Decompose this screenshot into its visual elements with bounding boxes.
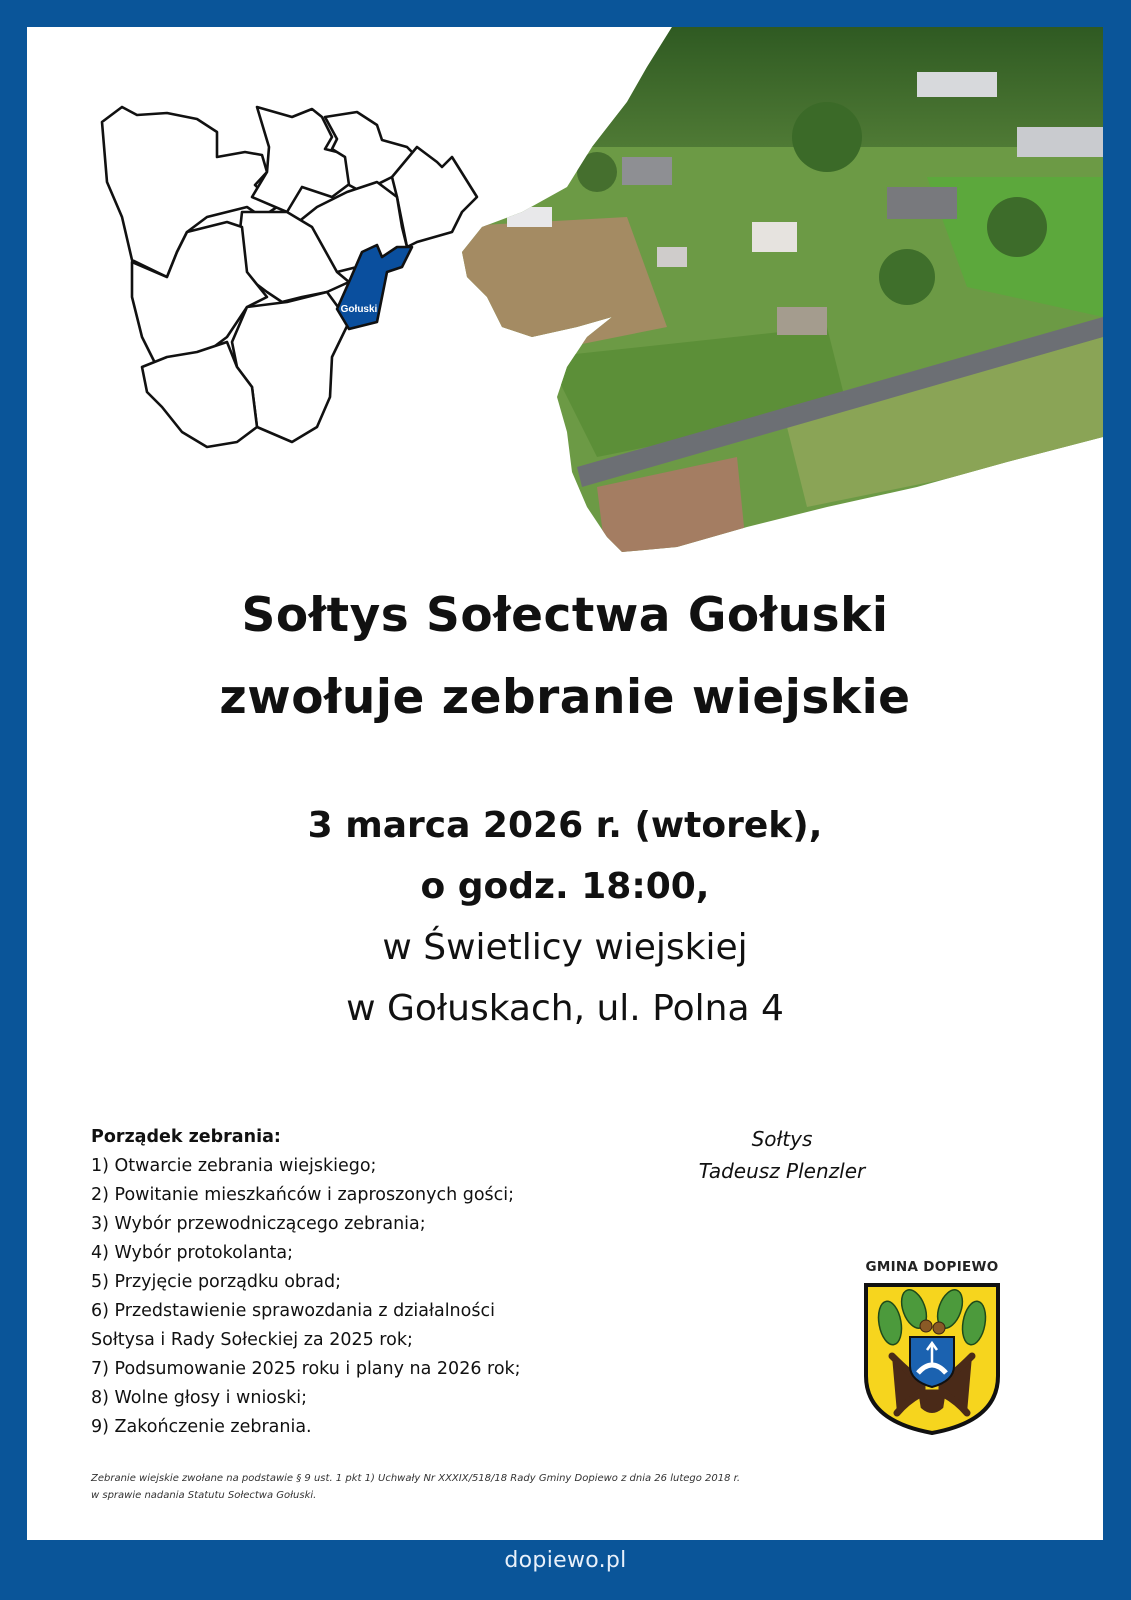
event-time: o godz. 18:00, [420,866,710,907]
agenda-item: 7) Podsumowanie 2025 roku i plany na 2026 rok; [91,1359,521,1379]
agenda-item: 3) Wybór przewodniczącego zebrania; [91,1214,426,1234]
crest-name: GMINA DOPIEWO [865,1259,999,1275]
agenda-item: 5) Przyjęcie porządku obrad; [91,1272,341,1292]
legal-footnote [91,1470,740,1504]
agenda-item: 4) Wybór protokolanta; [91,1243,294,1263]
village-map [87,97,507,517]
agenda-item: 2) Powitanie mieszkańców i zaproszonych gości; [91,1185,515,1205]
agenda-item: 6) Przedstawienie sprawozdania z działalności [91,1301,495,1321]
aerial-photo [447,27,1103,567]
title-line-1: Sołtys Sołectwa Gołuski [241,588,889,643]
website-link[interactable]: dopiewo.pl [504,1548,627,1573]
page-title [27,575,1103,739]
signature-role: Sołtys [751,1127,813,1151]
agenda-item: Sołtysa i Rady Sołeckiej za 2025 rok; [91,1330,413,1350]
agenda-item: 8) Wolne głosy i wnioski; [91,1388,308,1408]
title-line-2: zwołuje zebranie wiejskie [219,670,911,725]
footnote-line-2: w sprawie nadania Statutu Sołectwa Gołuski. [91,1490,317,1501]
event-details [27,795,1103,1039]
event-place-line-2: w Gołuskach, ul. Polna 4 [346,988,784,1029]
event-place-line-1: w Świetlicy wiejskiej [382,927,748,968]
agenda-item: 9) Zakończenie zebrania. [91,1417,312,1437]
poster-panel [27,27,1103,1540]
agenda-item: 1) Otwarcie zebrania wiejskiego; [91,1156,377,1176]
agenda [91,1123,521,1442]
agenda-heading: Porządek zebrania: [91,1127,281,1147]
map-label-goluski: Gołuski [340,304,378,315]
coat-of-arms-icon [862,1281,1002,1436]
municipality-crest [857,1259,1007,1440]
signature [682,1123,882,1187]
footnote-line-1: Zebranie wiejskie zwołane na podstawie § 9 ust. 1 pkt 1) Uchwały Nr XXXIX/518/18 Rady Gminy Dopiewo z dnia 26 lutego 2018 r. [91,1473,741,1484]
signature-name: Tadeusz Plenzler [698,1159,866,1183]
event-date: 3 marca 2026 r. (wtorek), [307,805,823,846]
